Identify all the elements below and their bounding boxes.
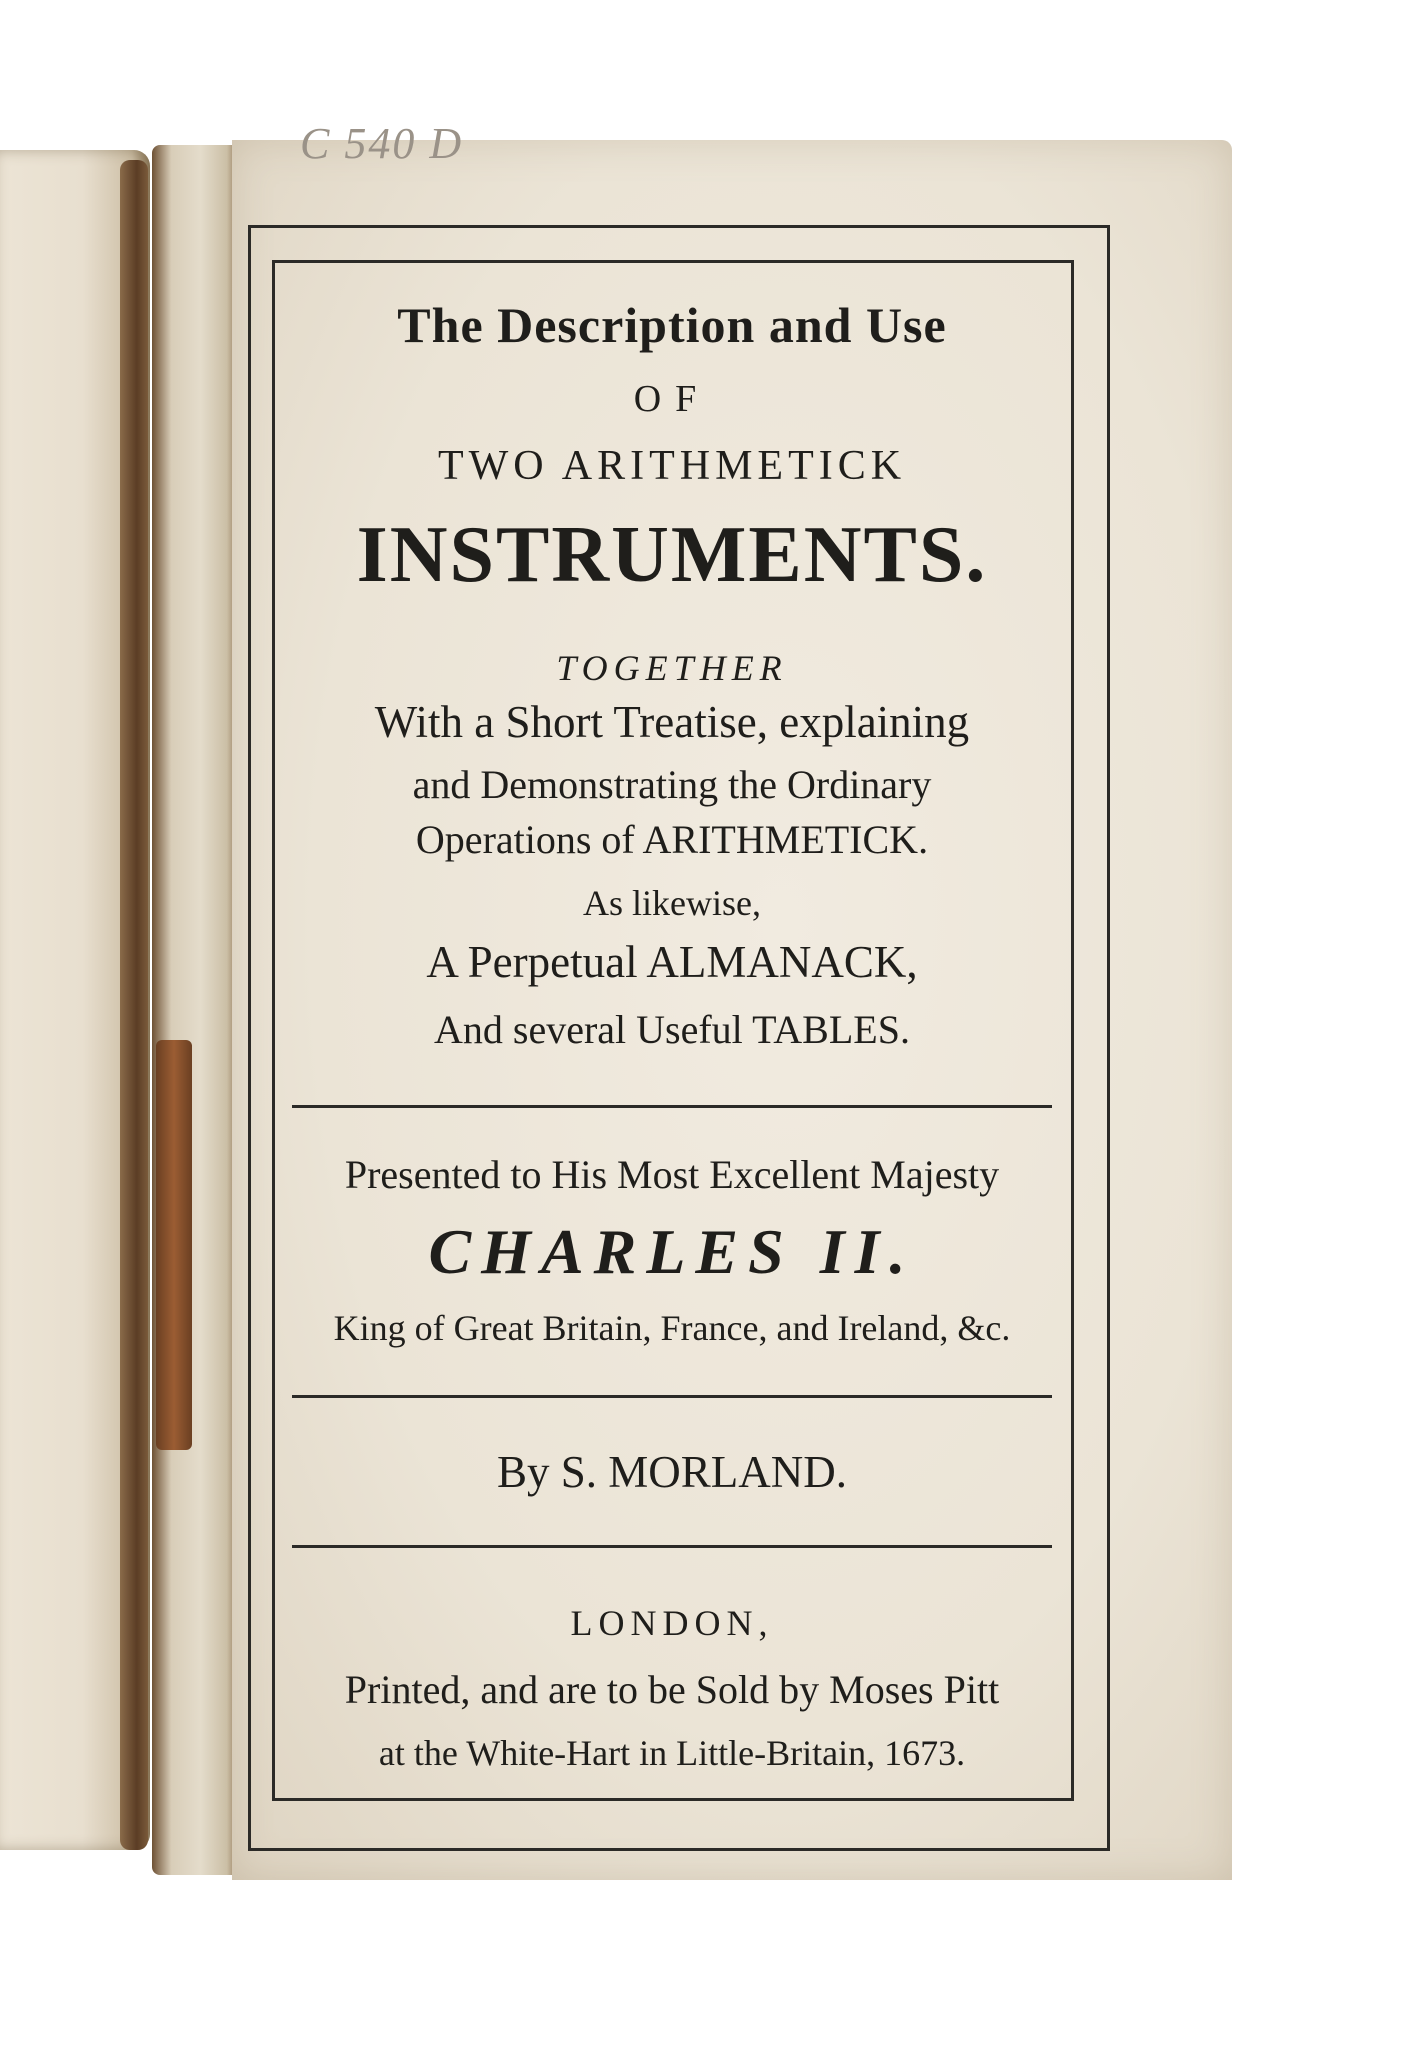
treatise-line-1: With a Short Treatise, explaining — [374, 697, 970, 747]
almanack-line: A Perpetual ALMANACK, — [426, 937, 918, 987]
main-title: INSTRUMENTS. — [356, 511, 988, 599]
handwritten-shelfmark: C 540 D — [300, 119, 464, 168]
of-line: OF — [633, 378, 711, 420]
place-line: LONDON, — [570, 1603, 774, 1643]
heading: The Description and Use — [397, 297, 947, 353]
presented-line: Presented to His Most Excellent Majesty — [344, 1152, 1000, 1197]
likewise-line: As likewise, — [583, 883, 761, 923]
divider-rule — [292, 1395, 1052, 1398]
treatise-line-3: Operations of ARITHMETICK. — [415, 817, 929, 862]
left-binding-edge — [120, 160, 148, 1850]
realms-line: King of Great Britain, France, and Ireland, &c. — [333, 1308, 1011, 1348]
treatise-line-2: and Demonstrating the Ordinary — [412, 762, 932, 807]
king-name: CHARLES II. — [428, 1216, 916, 1287]
divider-rule — [292, 1105, 1052, 1108]
printer-line: Printed, and are to be Sold by Moses Pitt — [344, 1667, 1000, 1712]
tables-line: And several Useful TABLES. — [434, 1007, 910, 1052]
subject-line: TWO ARITHMETICK — [437, 443, 907, 489]
author-line: By S. MORLAND. — [496, 1447, 848, 1497]
book-spine — [152, 145, 240, 1875]
address-line: at the White-Hart in Little-Britain, 1673. — [378, 1733, 966, 1773]
divider-rule — [292, 1545, 1052, 1548]
together-line: TOGETHER — [556, 648, 788, 688]
spine-leather-strip — [156, 1040, 192, 1450]
